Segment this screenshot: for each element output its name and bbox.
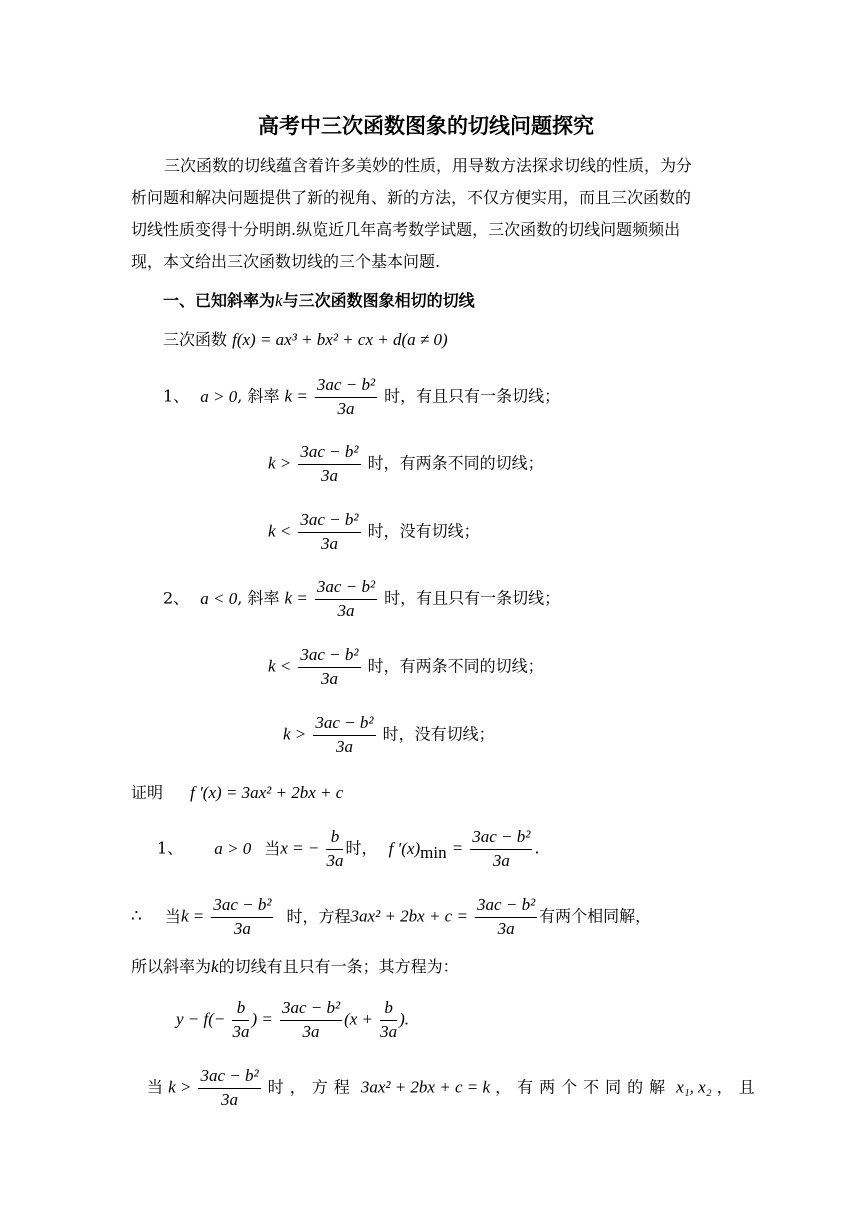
fmin-subscript: min bbox=[420, 842, 447, 862]
intro-line-3: 切线性质变得十分明朗.纵览近几年高考数学试题，三次函数的切线问题频频出 bbox=[131, 220, 681, 239]
last-equation: 3ax² + 2bx + c = k bbox=[360, 1077, 491, 1097]
fraction-k bbox=[313, 714, 375, 756]
last-vars: x₁, x₂ bbox=[676, 1077, 712, 1097]
fraction-numerator: 3ac − b² bbox=[298, 646, 360, 668]
fraction-b-over-3a bbox=[380, 999, 397, 1041]
tangent-rhs-a: (x + bbox=[344, 1009, 374, 1029]
so-line-b: 的切线有且只有一条；其方程为： bbox=[218, 957, 459, 976]
fraction-denominator: 3a bbox=[320, 465, 338, 485]
proof-case1: 1、 a > 0 当x = − $\frac{b}{3a}$ 时， f $'(x)_{min}$ = $\frac{\text{3ac − b²}}{3a}$ . bbox=[157, 827, 540, 870]
case2-label: 2、 bbox=[163, 588, 190, 608]
intro-line-2: 析问题和解决问题提供了新的视角、新的方法，不仅方便实用，而且三次函数的 bbox=[131, 188, 692, 207]
fraction-k bbox=[211, 896, 273, 938]
last-line bbox=[147, 1067, 761, 1109]
case1-equal: 1、 a > 0, 斜率 k = $\frac{\text{3ac − b²}}{3a}$ 时，有且只有一条切线； bbox=[163, 375, 561, 418]
fraction-numerator: 3ac − b² bbox=[198, 1067, 260, 1089]
fraction-numerator: 3ac − b² bbox=[211, 896, 273, 918]
last-text-b: ，有两个不同的解 bbox=[495, 1077, 672, 1097]
last-text-c: ，且 bbox=[716, 1077, 761, 1097]
fraction-numerator: b bbox=[326, 828, 343, 850]
fraction-denominator: 3a bbox=[232, 1021, 250, 1041]
case1-condition: a > 0 bbox=[200, 386, 238, 406]
tangent-equation bbox=[176, 999, 409, 1041]
therefore-line bbox=[131, 896, 651, 938]
fraction-numerator: 3ac − b² bbox=[313, 714, 375, 736]
no-tangent-text: 时，没有切线； bbox=[382, 724, 495, 744]
slope-word: 斜率 bbox=[247, 386, 280, 406]
so-line-a: 所以斜率为 bbox=[131, 957, 212, 976]
fraction-b-over-3a bbox=[326, 828, 343, 870]
when-word: 当 bbox=[264, 838, 281, 858]
section-heading-part-a: 一、已知斜率为 bbox=[163, 291, 276, 310]
fraction-k bbox=[298, 646, 360, 688]
fraction-numerator: 3ac − b² bbox=[280, 999, 342, 1021]
intro-line-1: 三次函数的切线蕴含着许多美妙的性质，用导数方法探求切线的性质，为分 bbox=[164, 156, 693, 175]
case2-greater: k > $\frac{\text{3ac − b²}}{3a}$ 时，没有切线； bbox=[283, 713, 495, 756]
fraction-numerator: 3ac − b² bbox=[475, 896, 537, 918]
so-line bbox=[131, 958, 459, 975]
section-heading bbox=[163, 292, 475, 309]
proof-label: 证明 bbox=[131, 783, 164, 802]
fraction-k bbox=[198, 1067, 260, 1109]
last-k: k > bbox=[168, 1077, 192, 1097]
fraction-numerator: 3ac − b² bbox=[298, 511, 360, 533]
fraction-denominator: 3a bbox=[233, 918, 251, 938]
tangent-rhs-b: ). bbox=[399, 1009, 410, 1029]
tangent-mid: ) = bbox=[251, 1009, 273, 1029]
fraction-denominator: 3a bbox=[337, 398, 355, 418]
case1-label: 1、 bbox=[163, 386, 190, 406]
section-heading-var: k bbox=[275, 291, 283, 310]
one-tangent-text: 时，有且只有一条切线； bbox=[384, 588, 561, 608]
fraction-b-over-3a bbox=[232, 999, 249, 1041]
fraction-k bbox=[298, 511, 360, 553]
tangent-lhs: y − f(− bbox=[176, 1009, 226, 1029]
proof-line bbox=[131, 784, 343, 801]
fraction-denominator: 3a bbox=[302, 1021, 320, 1041]
equation-text-a: 时，方程 bbox=[286, 906, 351, 926]
fraction-denominator: 3a bbox=[320, 668, 338, 688]
section-heading-part-b: 与三次函数图象相切的切线 bbox=[282, 291, 475, 310]
fraction-numerator: 3ac − b² bbox=[315, 376, 377, 398]
derivative-formula: f ′(x) = 3ax² + 2bx + c bbox=[190, 783, 344, 802]
fraction-denominator: 3a bbox=[337, 600, 355, 620]
fraction-numerator: b bbox=[232, 999, 249, 1021]
when-word: 当 bbox=[164, 906, 181, 926]
fraction-k bbox=[280, 999, 342, 1041]
fmin-label: f ′(x) bbox=[388, 838, 421, 858]
intro-line-4: 现，本文给出三次函数切线的三个基本问题. bbox=[131, 252, 441, 271]
fraction-denominator: 3a bbox=[326, 850, 344, 870]
one-tangent-text: 时，有且只有一条切线； bbox=[384, 386, 561, 406]
x-equals: x = − bbox=[280, 838, 320, 858]
fraction-denominator: 3a bbox=[492, 850, 510, 870]
document-title: 高考中三次函数图象的切线问题探究 bbox=[258, 114, 594, 138]
case2-less: k < $\frac{\text{3ac − b²}}{3a}$ 时，有两条不同的切线； bbox=[268, 645, 544, 688]
equation-text-b: 有两个相同解， bbox=[539, 906, 652, 926]
proof-case-label: 1、 bbox=[157, 838, 184, 858]
equation-expression: 3ax² + 2bx + c = bbox=[350, 906, 468, 926]
fraction-k bbox=[475, 896, 537, 938]
cubic-formula: f(x) = ax³ + bx² + cx + d(a ≠ 0) bbox=[232, 330, 448, 349]
fraction-numerator: b bbox=[380, 999, 397, 1021]
fraction-denominator: 3a bbox=[497, 918, 515, 938]
cubic-definition bbox=[163, 331, 448, 348]
fraction-denominator: 3a bbox=[380, 1021, 398, 1041]
case2-equal: 2、 a < 0, 斜率 k = $\frac{\text{3ac − b²}}{3a}$ 时，有且只有一条切线； bbox=[163, 577, 561, 620]
fraction-numerator: 3ac − b² bbox=[470, 828, 532, 850]
last-text-a: 时，方程 bbox=[267, 1077, 356, 1097]
two-tangents-text: 时，有两条不同的切线； bbox=[367, 453, 544, 473]
two-tangents-text: 时，有两条不同的切线； bbox=[367, 656, 544, 676]
fraction-k bbox=[315, 376, 377, 418]
case2-condition: a < 0 bbox=[200, 588, 238, 608]
time-word: 时， bbox=[345, 838, 378, 858]
fraction-k bbox=[298, 443, 360, 485]
case1-less: k < $\frac{\text{3ac − b²}}{3a}$ 时，没有切线； bbox=[268, 510, 480, 553]
fraction-denominator: 3a bbox=[221, 1089, 239, 1109]
case1-greater: k > $\frac{\text{3ac − b²}}{3a}$ 时，有两条不同的切线； bbox=[268, 442, 544, 485]
fraction-k bbox=[315, 578, 377, 620]
fraction-k bbox=[470, 828, 532, 870]
fraction-denominator: 3a bbox=[320, 533, 338, 553]
k-variable: k bbox=[211, 957, 219, 976]
no-tangent-text: 时，没有切线； bbox=[367, 521, 480, 541]
therefore-symbol: ∴ bbox=[131, 906, 142, 926]
fraction-denominator: 3a bbox=[335, 736, 353, 756]
cubic-label: 三次函数 bbox=[163, 330, 228, 349]
k-equals: k = bbox=[180, 906, 205, 926]
fraction-numerator: 3ac − b² bbox=[315, 578, 377, 600]
proof-case-condition: a > 0 bbox=[214, 838, 252, 858]
slope-word: 斜率 bbox=[247, 588, 280, 608]
last-when: 当 bbox=[147, 1077, 164, 1097]
fraction-numerator: 3ac − b² bbox=[298, 443, 360, 465]
